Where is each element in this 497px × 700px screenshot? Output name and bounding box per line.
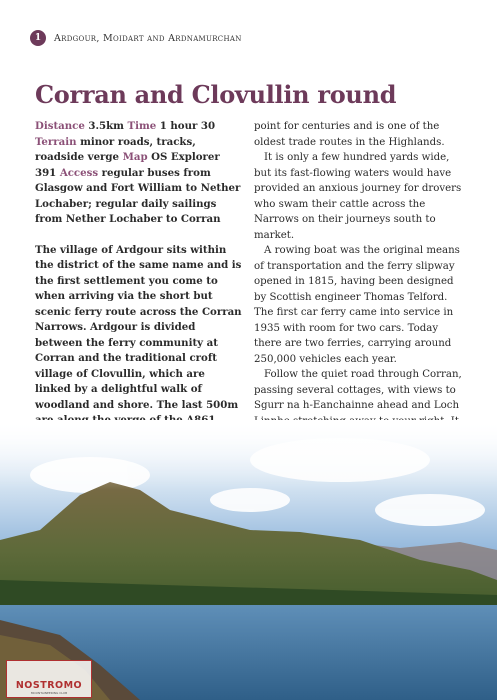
terrain-label: Terrain bbox=[35, 135, 77, 148]
terrain-value: minor roads, tracks, roadside verge bbox=[35, 135, 196, 163]
time-value: 1 hour 30 bbox=[159, 120, 216, 132]
body-paragraph-2: It is only a few hundred yards wide, but its fast-flowing waters would have provided an anxious journey for drovers who swam their cattle across the Narrows on their journeys south to market. bbox=[254, 152, 462, 241]
body-paragraph-3: A rowing boat was the original means of transportation and the ferry slipway opened in 1815, having been designed by Scottish engineer Thomas Telford. The first car ferry came into service in 1935 with room for two cars. Today there are two ferries, carrying around 250,000 vehicles each year. bbox=[254, 245, 460, 365]
watermark-name: NOSTROMO bbox=[15, 680, 83, 691]
body-paragraph-continued: point for centuries and is one of the oldest trade routes in the Highlands. bbox=[254, 121, 445, 148]
intro-paragraph: The village of Ardgour sits within the district of the same name and is the first settlement you come to when arriving via the short but scenic ferry route across the Corran Narrows. Ardgour is divided between the ferry community at Corran and the traditional croft village of Clovullin, which are linked by a delightful walk of woodland and shore. The last 500m bbox=[35, 243, 242, 411]
watermark-tagline: MOUNTAINEERING CLUB bbox=[30, 691, 68, 695]
page-header bbox=[30, 30, 242, 46]
map-value: OS Explorer 391 bbox=[35, 151, 220, 179]
route-title: Corran and Clovullin round bbox=[35, 80, 397, 109]
watermark-logo bbox=[6, 660, 92, 698]
access-value: regular buses from Glasgow and Fort William to Nether Lochaber; regular daily sailings from Nether Lochaber to Corran bbox=[35, 166, 241, 225]
route-facts bbox=[35, 119, 243, 228]
access-label: Access bbox=[59, 166, 99, 179]
page-number-badge: 1 bbox=[30, 30, 46, 46]
time-label: Time bbox=[127, 120, 157, 132]
photo-fade bbox=[0, 420, 497, 490]
map-label: Map bbox=[122, 151, 148, 163]
distance-value: 3.5km bbox=[88, 120, 124, 132]
running-head: Ardgour, Moidart and Ardnamurchan bbox=[54, 32, 242, 44]
body-paragraph-4: Follow the quiet road through Corran, passing several cottages, with views to Sgurr na h-Eanchainne ahead and Loch bbox=[254, 369, 462, 411]
distance-label: Distance bbox=[35, 120, 85, 132]
